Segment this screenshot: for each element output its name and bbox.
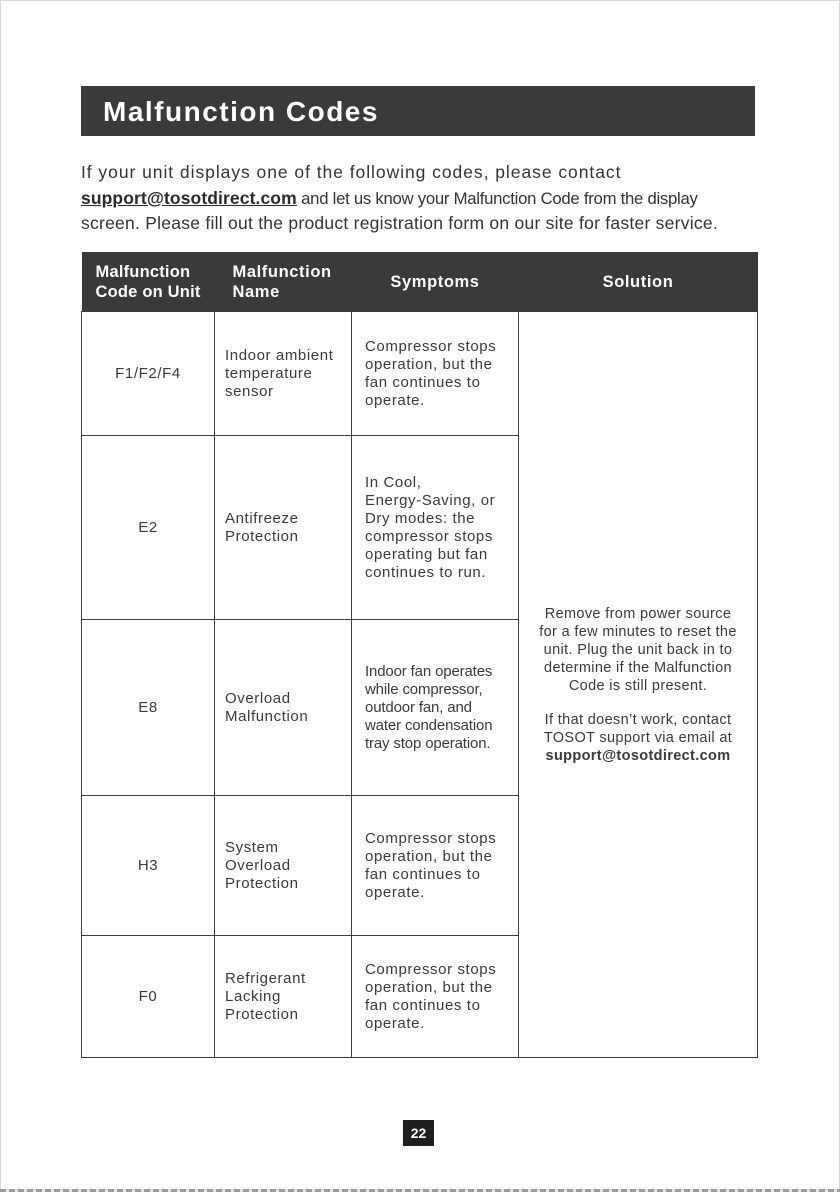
symptoms-cell: Compressor stops operation, but the fan continues to operate.: [352, 796, 519, 936]
intro-line-1: If your unit displays one of the following codes, please contact: [81, 162, 622, 182]
solution-cell: [519, 312, 758, 1058]
symptoms-cell: In Cool, Energy-Saving, or Dry modes: the compressor stops operating but fan continues to run.: [352, 436, 519, 620]
solution-text: Remove from power source for a few minutes to reset the unit. Plug the unit back in to determine if the Malfunction Code is still present.: [539, 605, 737, 694]
code-cell: H3: [82, 796, 215, 936]
code-cell: E8: [82, 620, 215, 796]
page-number: 22: [403, 1120, 434, 1146]
malfunction-codes-table: [81, 252, 758, 1058]
header-solution: Solution: [519, 252, 758, 312]
code-cell: F1/F2/F4: [82, 312, 215, 436]
page-title: Malfunction Codes: [81, 86, 755, 136]
symptoms-cell: Indoor fan operates while compressor, outdoor fan, and water condensation tray stop operation.: [352, 620, 519, 796]
symptoms-cell: Compressor stops operation, but the fan continues to operate.: [352, 312, 519, 436]
header-symptoms: Symptoms: [352, 252, 519, 312]
intro-paragraph: [81, 160, 761, 237]
name-cell: System Overload Protection: [215, 796, 352, 936]
solution-contact-text: If that doesn’t work, contact TOSOT support via email at: [543, 711, 733, 746]
intro-line-2-rest: and let us know your Malfunction Code from the display: [296, 188, 698, 208]
code-cell: E2: [82, 436, 215, 620]
intro-line-2: [81, 186, 761, 212]
name-cell: Refrigerant Lacking Protection: [215, 936, 352, 1058]
intro-line-3: screen. Please fill out the product registration form on our site for faster service.: [81, 213, 718, 233]
table-header-row: [82, 252, 758, 312]
header-malfunction-code: Malfunction Code on Unit: [82, 252, 215, 312]
name-cell: Antifreeze Protection: [215, 436, 352, 620]
name-cell: Overload Malfunction: [215, 620, 352, 796]
solution-support-email[interactable]: support@tosotdirect.com: [545, 747, 731, 764]
code-cell: F0: [82, 936, 215, 1058]
name-cell: Indoor ambient temperature sensor: [215, 312, 352, 436]
header-malfunction-name: Malfunction Name: [215, 252, 352, 312]
table-row: [82, 312, 758, 436]
symptoms-cell: Compressor stops operation, but the fan continues to operate.: [352, 936, 519, 1058]
support-email-link[interactable]: support@tosotdirect.com: [81, 187, 297, 208]
